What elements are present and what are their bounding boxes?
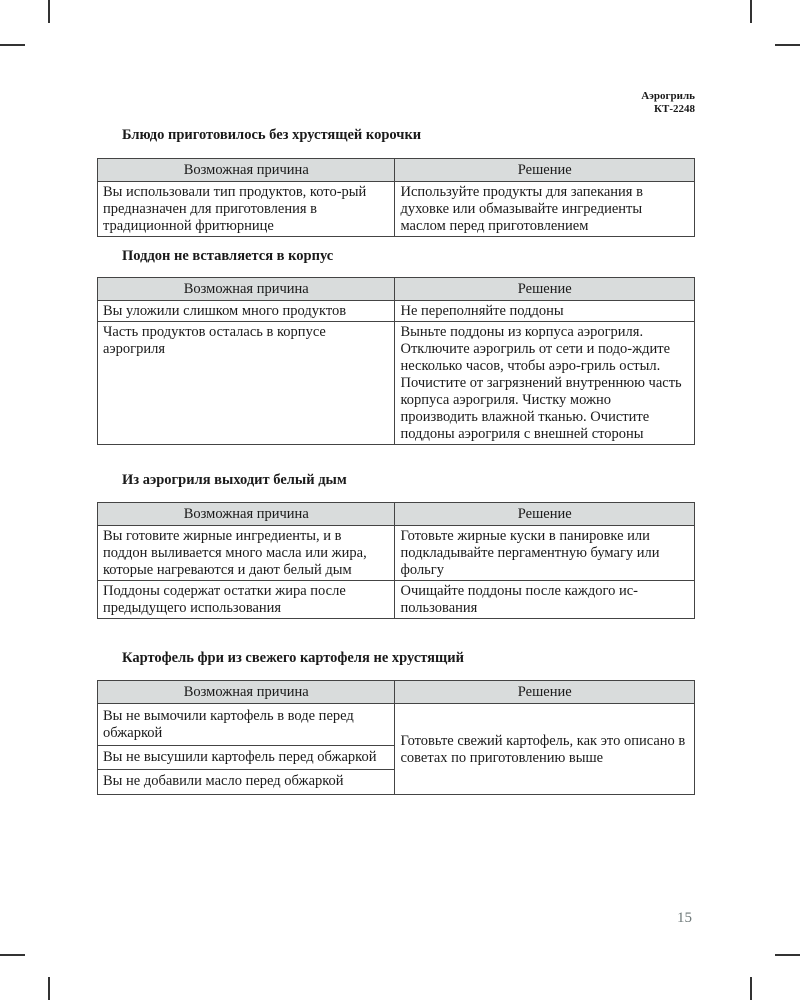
table-row (98, 182, 695, 237)
solution-cell: Очищайте поддоны после каждого ис-пользования (395, 581, 695, 619)
crop-mark-br-h (775, 954, 800, 956)
table-header-row (98, 159, 695, 182)
table-header-row (98, 503, 695, 526)
crop-mark-tr-h (775, 44, 800, 46)
product-name: Аэрогриль (641, 90, 695, 102)
model-number: КТ-2248 (654, 103, 695, 115)
table-row (98, 322, 695, 445)
table-row (98, 704, 695, 746)
table-header-row (98, 681, 695, 704)
table-white-smoke (97, 502, 695, 619)
table-header-row (98, 278, 695, 301)
crop-mark-br-v (750, 977, 752, 1000)
solution-cell: Готовьте жирные куски в панировке или подкладывайте пергаментную бумагу или фольгу (395, 526, 695, 581)
table-tray-not-inserting (97, 277, 695, 445)
crop-mark-tl-h (0, 44, 25, 46)
page-number: 15 (677, 910, 692, 926)
running-header (641, 90, 695, 116)
crop-mark-tr-v (750, 0, 752, 23)
header-solution: Решение (395, 681, 695, 704)
crop-mark-tl-v (48, 0, 50, 23)
crop-mark-bl-h (0, 954, 25, 956)
header-cause: Возможная причина (98, 503, 395, 526)
solution-cell: Используйте продукты для запекания в духовке или обмазывайте ингредиенты маслом перед приготовлением (395, 182, 695, 237)
section-title-tray-not-inserting: Поддон не вставляется в корпус (122, 248, 334, 264)
header-cause: Возможная причина (98, 159, 395, 182)
cause-cell: Часть продуктов осталась в корпусе аэрогриля (98, 322, 395, 445)
crop-mark-bl-v (48, 977, 50, 1000)
table-row (98, 301, 695, 322)
shared-solution-cell: Готовьте свежий картофель, как это описано в советах по приготовлению выше (395, 704, 695, 795)
header-solution: Решение (395, 278, 695, 301)
header-cause: Возможная причина (98, 278, 395, 301)
cause-cell: Вы не вымочили картофель в воде перед обжаркой (98, 704, 395, 746)
table-row (98, 581, 695, 619)
header-cause: Возможная причина (98, 681, 395, 704)
header-solution: Решение (395, 503, 695, 526)
table-row (98, 526, 695, 581)
cause-cell: Вы не добавили масло перед обжаркой (98, 770, 395, 795)
cause-cell: Вы не высушили картофель перед обжаркой (98, 746, 395, 770)
solution-cell: Выньте поддоны из корпуса аэрогриля. Отключите аэрогриль от сети и подо-ждите несколько часов, чтобы аэро-гриль остыл. Почистите от загрязнений внутреннюю часть корпуса аэрогриля. Чистку можно производить влажной тканью. Очистите поддоны аэрогриля с внешней стороны (395, 322, 695, 445)
solution-cell: Не переполняйте поддоны (395, 301, 695, 322)
section-title-fries-not-crispy: Картофель фри из свежего картофеля не хрустящий (122, 650, 464, 666)
cause-cell: Поддоны содержат остатки жира после предыдущего использования (98, 581, 395, 619)
table-fries-not-crispy (97, 680, 695, 795)
cause-cell: Вы готовите жирные ингредиенты, и в поддон выливается много масла или жира, которые нагреваются и дают белый дым (98, 526, 395, 581)
section-title-white-smoke: Из аэрогриля выходит белый дым (122, 472, 347, 488)
cause-cell: Вы использовали тип продуктов, кото-рый предназначен для приготовления в традиционной фритюрнице (98, 182, 395, 237)
table-no-crust (97, 158, 695, 237)
cause-cell: Вы уложили слишком много продуктов (98, 301, 395, 322)
header-solution: Решение (395, 159, 695, 182)
section-title-no-crust: Блюдо приготовилось без хрустящей корочки (122, 127, 422, 143)
